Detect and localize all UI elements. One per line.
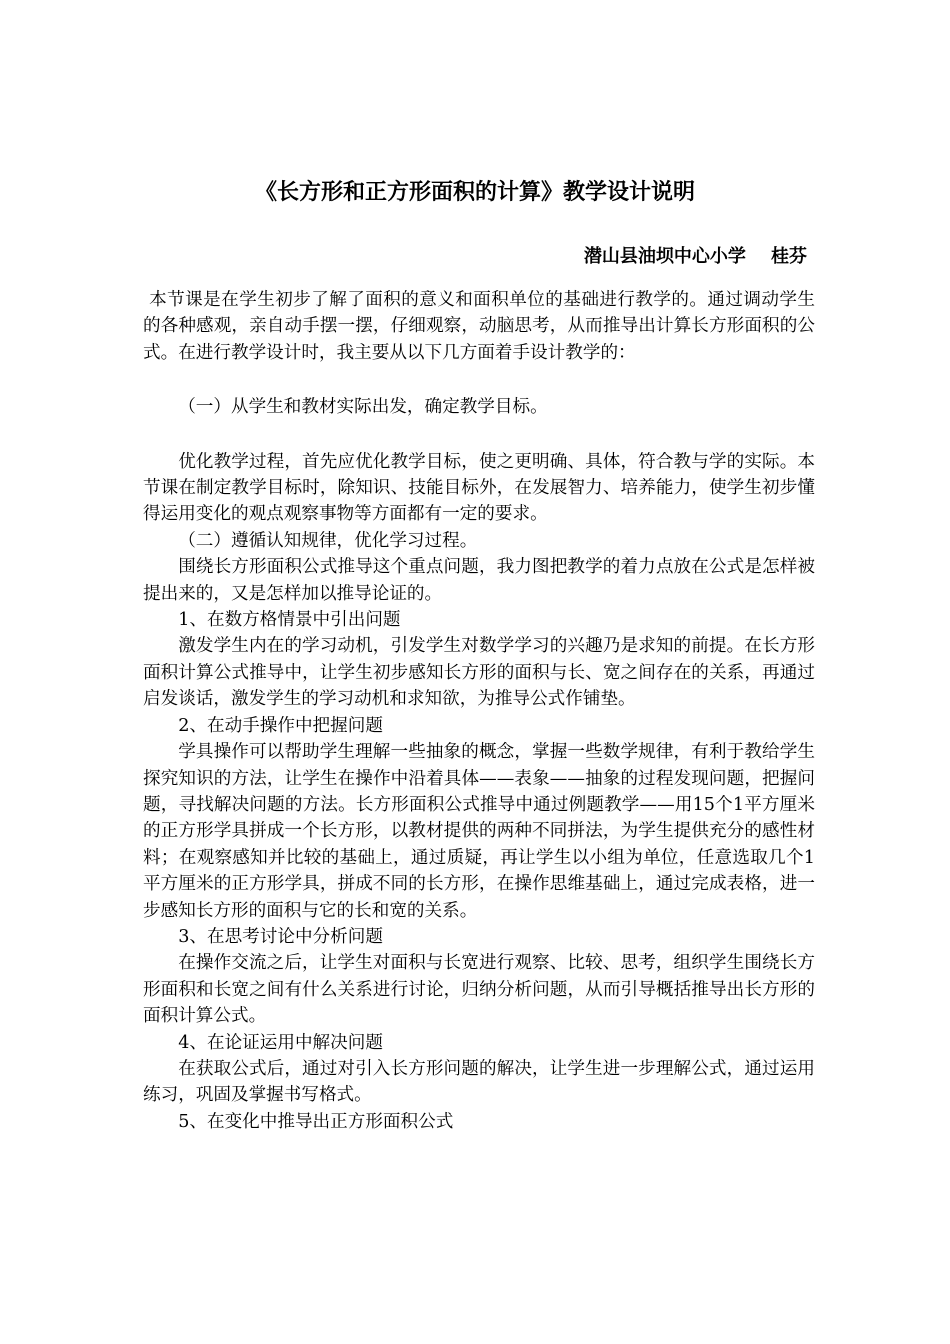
section-heading-1: （一）从学生和教材实际出发，确定教学目标。 <box>178 397 548 418</box>
document-body <box>143 287 815 1135</box>
step-heading-1: 1、在数方格情景中引出问题 <box>178 610 401 631</box>
step-heading-2: 2、在动手操作中把握问题 <box>178 715 383 736</box>
step-heading-4: 4、在论证运用中解决问题 <box>178 1032 383 1053</box>
step-heading-5: 5、在变化中推导出正方形面积公式 <box>178 1111 454 1132</box>
paragraph-step-4: 在获取公式后，通过对引入长方形问题的解决，让学生进一步理解公式，通过运用练习，巩固及掌握书写格式。 <box>143 1058 815 1106</box>
section-heading-2: （二）遵循认知规律，优化学习过程。 <box>178 530 478 551</box>
paragraph-step-3: 在操作交流之后，让学生对面积与长宽进行观察、比较、思考，组织学生围绕长方形面积和长宽之间有什么关系进行讨论，归纳分析问题，从而引导概括推导出长方形的面积计算公式。 <box>143 953 815 1027</box>
paragraph-step-1: 激发学生内在的学习动机，引发学生对数学学习的兴趣乃是求知的前提。在长方形面积计算公式推导中，让学生初步感知长方形的面积与长、宽之间存在的关系，再通过启发谈话，激发学生的学习动机和求知欲，为推导公式作铺垫。 <box>143 636 815 710</box>
paragraph-process: 围绕长方形面积公式推导这个重点问题，我力图把教学的着力点放在公式是怎样被提出来的，又是怎样加以推导论证的。 <box>143 557 815 604</box>
paragraph-intro: 本节课是在学生初步了解了面积的意义和面积单位的基础进行教学的。通过调动学生的各种感观，亲自动手摆一摆，仔细观察，动脑思考，从而推导出计算长方形面积的公式。在进行教学设计时，我主要从以下几方面着手设计教学的： <box>143 290 815 363</box>
author-line: 潜山县油坝中心小学 桂芬 <box>583 246 807 267</box>
step-heading-3: 3、在思考讨论中分析问题 <box>178 926 383 947</box>
paragraph-step-2: 学具操作可以帮助学生理解一些抽象的概念，掌握一些数学规律，有利于教给学生探究知识的方法，让学生在操作中沿着具体——表象——抽象的过程发现问题，把握问题，寻找解决问题的方法。长方形面积公式推导中通过例题教学——用15个1平方厘米的正方形学具拼成一个长方形，以教材提供的两种不同拼法，为学生提供充分的感性材料；在观察感知并比较的基础上，通过质疑，再让学生以小组为单位，任意选取几个1平方厘米的正方形学具，拼成不同的长方形，在操作思维基础上，通过完成表格，进一步感知长方形的面积与它的长和宽的关系。 <box>143 742 815 921</box>
document-title: 《长方形和正方形面积的计算》教学设计说明 <box>254 180 695 205</box>
paragraph-objectives: 优化教学过程，首先应优化教学目标，使之更明确、具体，符合教与学的实际。本节课在制定教学目标时，除知识、技能目标外，在发展智力、培养能力，使学生初步懂得运用变化的观点观察事物等方面都有一定的要求。 <box>143 451 815 525</box>
